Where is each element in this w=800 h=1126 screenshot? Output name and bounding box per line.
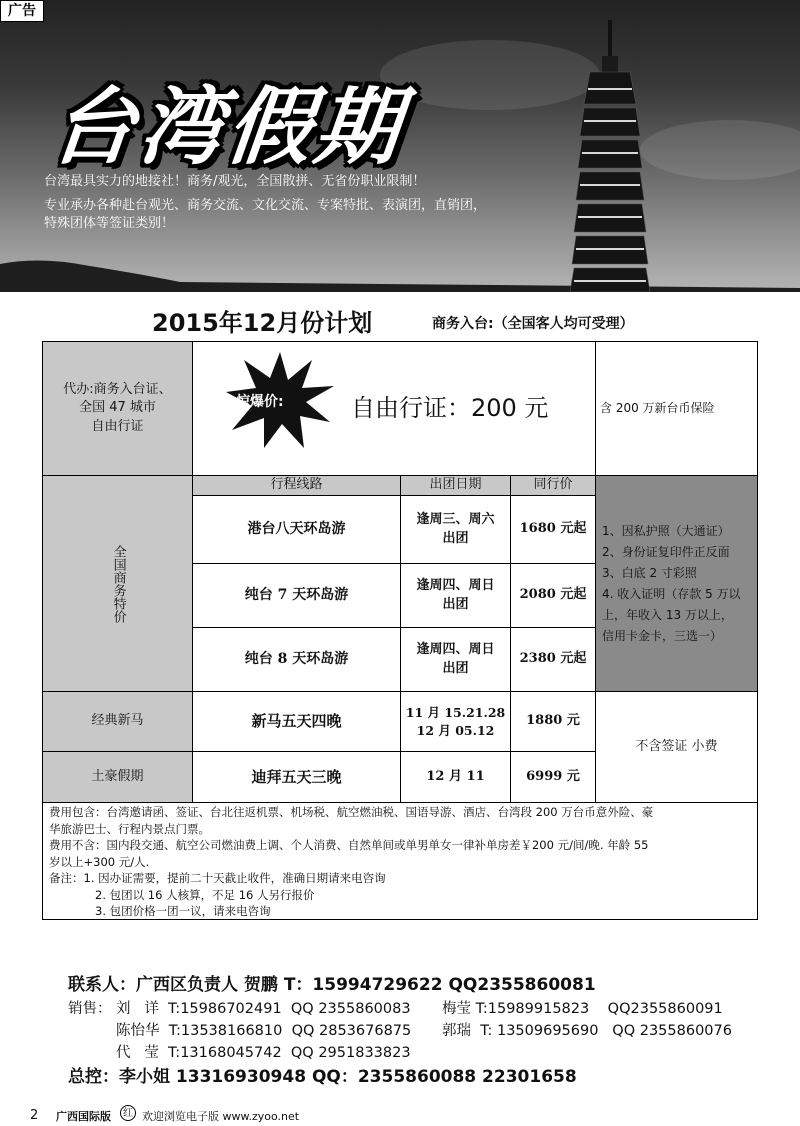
header-price: 同行价 (511, 476, 596, 496)
visa-label-cell (43, 342, 193, 476)
visa-insurance-note: 含 200 万新台币保险 (600, 401, 715, 415)
requirement-item: 信用卡金卡，三选一） (602, 628, 723, 643)
tour-price-table (42, 341, 758, 803)
banner-title: 台湾假期 (46, 78, 409, 176)
magazine-name: 广西国际版 (56, 1110, 111, 1123)
date-line: 逢周四、周日 (416, 642, 495, 658)
route-cell: 迪拜五天三晚 (193, 752, 401, 803)
plan-subtitle: 商务入台:（全国客人均可受理） (432, 316, 634, 332)
visa-label-line: 代办:商务入台证、 (63, 382, 172, 398)
notes-remark: 3. 包团价格一团一议，请来电咨询 (95, 904, 271, 918)
date-line: 出团 (442, 530, 469, 546)
date-line: 出团 (442, 596, 469, 612)
sales-contact: 陈怡华 T:13538166810 QQ 2853676875 (116, 1023, 412, 1039)
requirement-item: 2、身份证复印件正反面 (602, 544, 730, 559)
header-date: 出团日期 (401, 476, 511, 496)
price-cell: 6999 元 (511, 752, 596, 803)
banner-service-line: 专业承办各种赴台观光、商务交流、文化交流、专案特批、表演团，直销团， (44, 198, 487, 213)
route-cell: 纯台 7 天环岛游 (193, 564, 401, 628)
luxury-label: 土豪假期 (43, 752, 193, 803)
sales-contact: 代 莹 T:13168045742 QQ 2951833823 (116, 1045, 411, 1061)
terms-notes (42, 803, 758, 920)
visa-label-line: 自由行证 (91, 418, 144, 434)
sales-contact-right: 梅莹 T:15989915823 QQ2355860091 (442, 1001, 723, 1017)
contact-main: 联系人：广西区负责人 贺鹏 T：15994729622 QQ2355860081 (68, 975, 596, 995)
notes-included: 费用包含：台湾邀请函、签证、台北往返机票、机场税、航空燃油税、国语导游、酒店、台湾段 200 万台币意外险、豪 (49, 805, 654, 819)
classic-label: 经典新马 (43, 692, 193, 752)
taipei-101-tower-image (560, 20, 660, 292)
date-cell (401, 692, 511, 752)
ad-tag: 广告 (0, 0, 44, 22)
date-cell: 12 月 11 (401, 752, 511, 803)
date-line: 出团 (442, 660, 469, 676)
plan-title: 2015年12月份计划 (152, 309, 373, 337)
date-line: 11 月 15.21.28 (405, 705, 506, 720)
header-route: 行程线路 (193, 476, 401, 496)
hills-silhouette (0, 252, 800, 292)
special-label: 全国商务特价 (110, 544, 126, 623)
banner (0, 0, 800, 292)
date-line: 12 月 05.12 (416, 722, 495, 738)
page-number: 2 (30, 1108, 39, 1123)
magazine-logo-icon: 红 (120, 1105, 136, 1121)
date-cell (401, 628, 511, 692)
sales-contact-right: 郭瑞 T: 13509695690 QQ 2355860076 (442, 1023, 732, 1039)
sales-contact: 刘 详 T:15986702491 QQ 2355860083 (116, 1001, 411, 1017)
date-cell (401, 564, 511, 628)
notes-excluded-2: 岁以上+300 元/人. (49, 854, 150, 869)
route-cell: 新马五天四晚 (193, 692, 401, 752)
website-link[interactable]: 欢迎浏览电子版 www.zyoo.net (142, 1110, 300, 1123)
sales-label: 销售： (68, 1001, 112, 1017)
price-cell: 2080 元起 (511, 564, 596, 628)
notes-remark: 2. 包团以 16 人核算，不足 16 人另行报价 (95, 887, 315, 902)
price-cell: 1880 元 (511, 692, 596, 752)
cloud-decoration (640, 120, 800, 180)
banner-service-line-2: 特殊团体等签证类别！ (44, 216, 175, 231)
route-cell: 纯台 8 天环岛游 (193, 628, 401, 692)
date-cell (401, 496, 511, 564)
special-label-cell (43, 476, 193, 692)
contact-general: 总控：李小姐 13316930948 QQ：2355860088 22301658 (68, 1067, 577, 1087)
starburst-label: 惊爆价: (236, 394, 284, 410)
requirement-item: 3、白底 2 寸彩照 (602, 565, 697, 580)
requirements-cell (596, 476, 758, 692)
requirement-item: 1、因私护照（大通证） (602, 523, 730, 538)
banner-slogan: 台湾最具实力的地接社！商务/观光，全国散拼、无省份职业限制！ (44, 174, 426, 189)
exclusions-cell: 不含签证 小费 (596, 692, 758, 803)
date-line: 逢周三、周六 (416, 512, 495, 528)
requirement-item: 4. 收入证明（存款 5 万以 (602, 586, 741, 601)
route-cell: 港台八天环岛游 (193, 496, 401, 564)
notes-included-2: 华旅游巴士、行程内景点门票。 (49, 821, 210, 836)
notes-remark: 备注：1. 因办证需要，提前二十天截止收件，准确日期请来电咨询 (49, 871, 386, 885)
requirement-item: 上，年收入 13 万以上， (602, 607, 733, 622)
price-cell: 1680 元起 (511, 496, 596, 564)
notes-excluded: 费用不含：国内段交通、航空公司燃油费上调、个人消费、自然单间或单男单女一律补单房差￥200 元/间/晚. 年龄 55 (49, 838, 649, 852)
visa-offer-text: 自由行证：200 元 (351, 393, 549, 422)
visa-label-line: 全国 47 城市 (79, 400, 156, 416)
date-line: 逢周四、周日 (416, 578, 495, 594)
page-footer (0, 1102, 800, 1126)
visa-note-cell (596, 342, 758, 476)
price-cell: 2380 元起 (511, 628, 596, 692)
